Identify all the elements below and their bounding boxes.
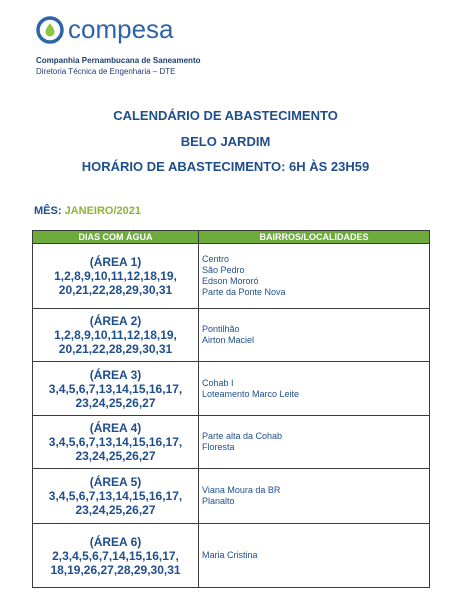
supply-schedule-table (32, 230, 430, 588)
place-name: Maria Cristina (202, 550, 258, 560)
place-name: Cohab I (202, 377, 234, 388)
table-row (33, 469, 430, 524)
days-cell (33, 524, 199, 588)
area-label: (ÁREA 2) (89, 314, 142, 328)
days-cell (33, 469, 199, 524)
place-name: Pontilhão (202, 324, 240, 334)
document-title: CALENDÁRIO DE ABASTECIMENTO (113, 108, 338, 123)
days-line: 1,2,8,9,10,11,12,18,19, (54, 328, 177, 342)
table-row (33, 416, 430, 469)
days-line: 23,24,25,26,27 (75, 395, 156, 410)
days-line: 3,4,5,6,7,13,14,15,16,17, (48, 381, 183, 396)
days-line: 20,21,22,28,29,30,31 (58, 283, 173, 297)
area-label: (ÁREA 6) (89, 534, 142, 549)
place-name: São Pedro (202, 265, 245, 275)
days-line: 1,2,8,9,10,11,12,18,19, (54, 269, 177, 283)
supply-hours-title: HORÁRIO DE ABASTECIMENTO: 6H ÀS 23H59 (81, 159, 370, 174)
place-name: Edson Mororó (202, 276, 259, 286)
table-row (33, 362, 430, 416)
days-cell (33, 244, 199, 309)
days-line: 23,24,25,26,27 (75, 503, 156, 517)
days-cell (33, 416, 199, 469)
header-neighborhoods: BAIRROS/LOCALIDADES (199, 231, 430, 244)
days-line: 2,3,4,5,6,7,14,15,16,17, (52, 548, 179, 563)
places-cell (199, 524, 430, 588)
area-label: (ÁREA 3) (89, 367, 142, 382)
month-line (34, 205, 141, 217)
places-cell (199, 362, 430, 416)
month-label: MÊS: (34, 205, 65, 217)
place-name: Centro (202, 254, 230, 264)
place-name: Airton Maciel (202, 335, 255, 345)
table-row (33, 524, 430, 588)
places-cell (199, 469, 430, 524)
water-drop-logo-icon (36, 16, 64, 44)
table-header-row (33, 231, 430, 244)
header-days: DIAS COM ÁGUA (33, 231, 199, 244)
days-line: 18,19,26,27,28,29,30,31 (50, 562, 181, 577)
place-name: Parte da Ponte Nova (202, 287, 286, 297)
area-label: (ÁREA 4) (89, 421, 142, 435)
month-value: JANEIRO/2021 (64, 205, 141, 217)
place-name: Floresta (202, 442, 235, 452)
days-cell (33, 309, 199, 362)
days-cell (33, 362, 199, 416)
place-name: Parte alta da Cohab (202, 431, 283, 441)
places-cell (199, 309, 430, 362)
table-row (33, 309, 430, 362)
days-line: 3,4,5,6,7,13,14,15,16,17, (48, 435, 183, 449)
place-name: Loteamento Marco Leite (202, 388, 300, 399)
area-label: (ÁREA 5) (89, 475, 142, 489)
days-line: 3,4,5,6,7,13,14,15,16,17, (48, 489, 183, 503)
days-line: 23,24,25,26,27 (75, 449, 156, 463)
logo-wordmark: compesa (68, 14, 174, 44)
division-name: Diretoria Técnica de Engenharia – DTE (36, 67, 176, 76)
places-cell (199, 244, 430, 309)
city-title: BELO JARDIM (180, 134, 271, 149)
place-name: Planalto (202, 496, 235, 506)
area-label: (ÁREA 1) (89, 255, 142, 269)
company-name: Companhia Pernambucana de Saneamento (36, 56, 201, 65)
compesa-logo (36, 13, 174, 47)
place-name: Viana Moura da BR (202, 485, 281, 495)
table-row (33, 244, 430, 309)
places-cell (199, 416, 430, 469)
days-line: 20,21,22,28,29,30,31 (58, 342, 173, 356)
